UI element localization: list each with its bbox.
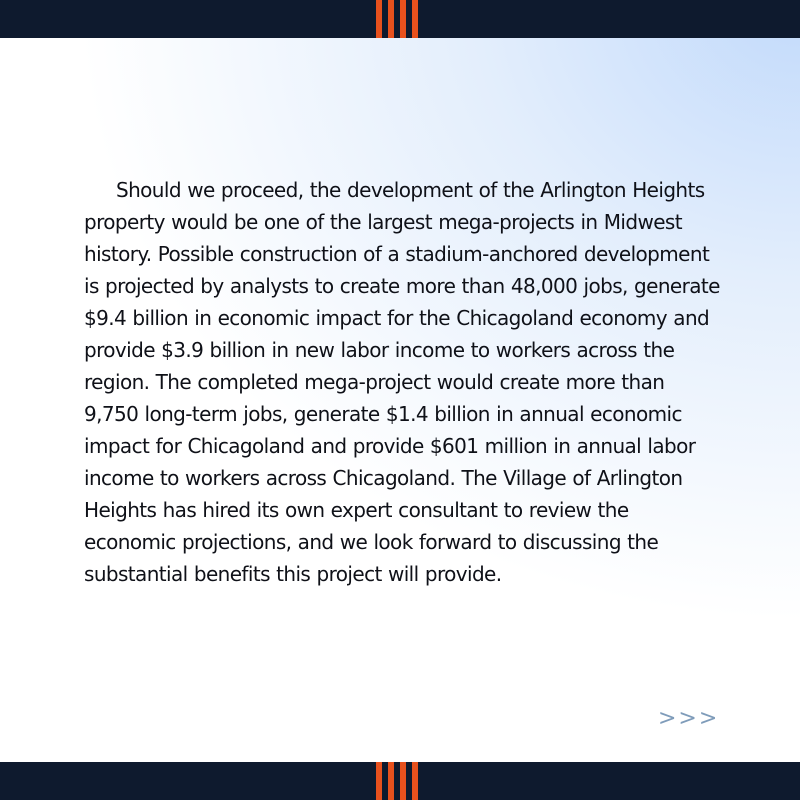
bottom-stripe xyxy=(388,762,394,800)
top-band xyxy=(0,0,800,38)
body-paragraph: Should we proceed, the development of the Arlington Heights property would be one of the largest mega-projects in Midwest history. Possible construction of a stadium-anchored development is projected by analysts to create more than 48,000 jobs, generate $9.4 billion in economic impact for the Chicagoland economy and provide $3.9 billion in new labor income to workers across the region. The completed mega-project would create more than 9,750 long-term jobs, generate $1.4 billion in annual economic impact for Chicagoland and provide $601 million in annual labor income to workers across Chicagoland. The Village of Arlington Heights has hired its own expert consultant to review the economic projections, and we look forward to discussing the substantial benefits this project will provide. xyxy=(84,178,720,586)
top-stripe-group xyxy=(376,0,428,38)
bottom-band xyxy=(0,762,800,800)
bottom-stripe xyxy=(400,762,406,800)
bottom-stripe xyxy=(376,762,382,800)
bottom-stripe xyxy=(412,762,418,800)
next-arrows-icon[interactable]: >>> xyxy=(658,706,720,731)
top-stripe xyxy=(412,0,418,38)
top-stripe xyxy=(388,0,394,38)
bottom-stripe-group xyxy=(376,762,428,800)
top-stripe xyxy=(400,0,406,38)
top-stripe xyxy=(376,0,382,38)
